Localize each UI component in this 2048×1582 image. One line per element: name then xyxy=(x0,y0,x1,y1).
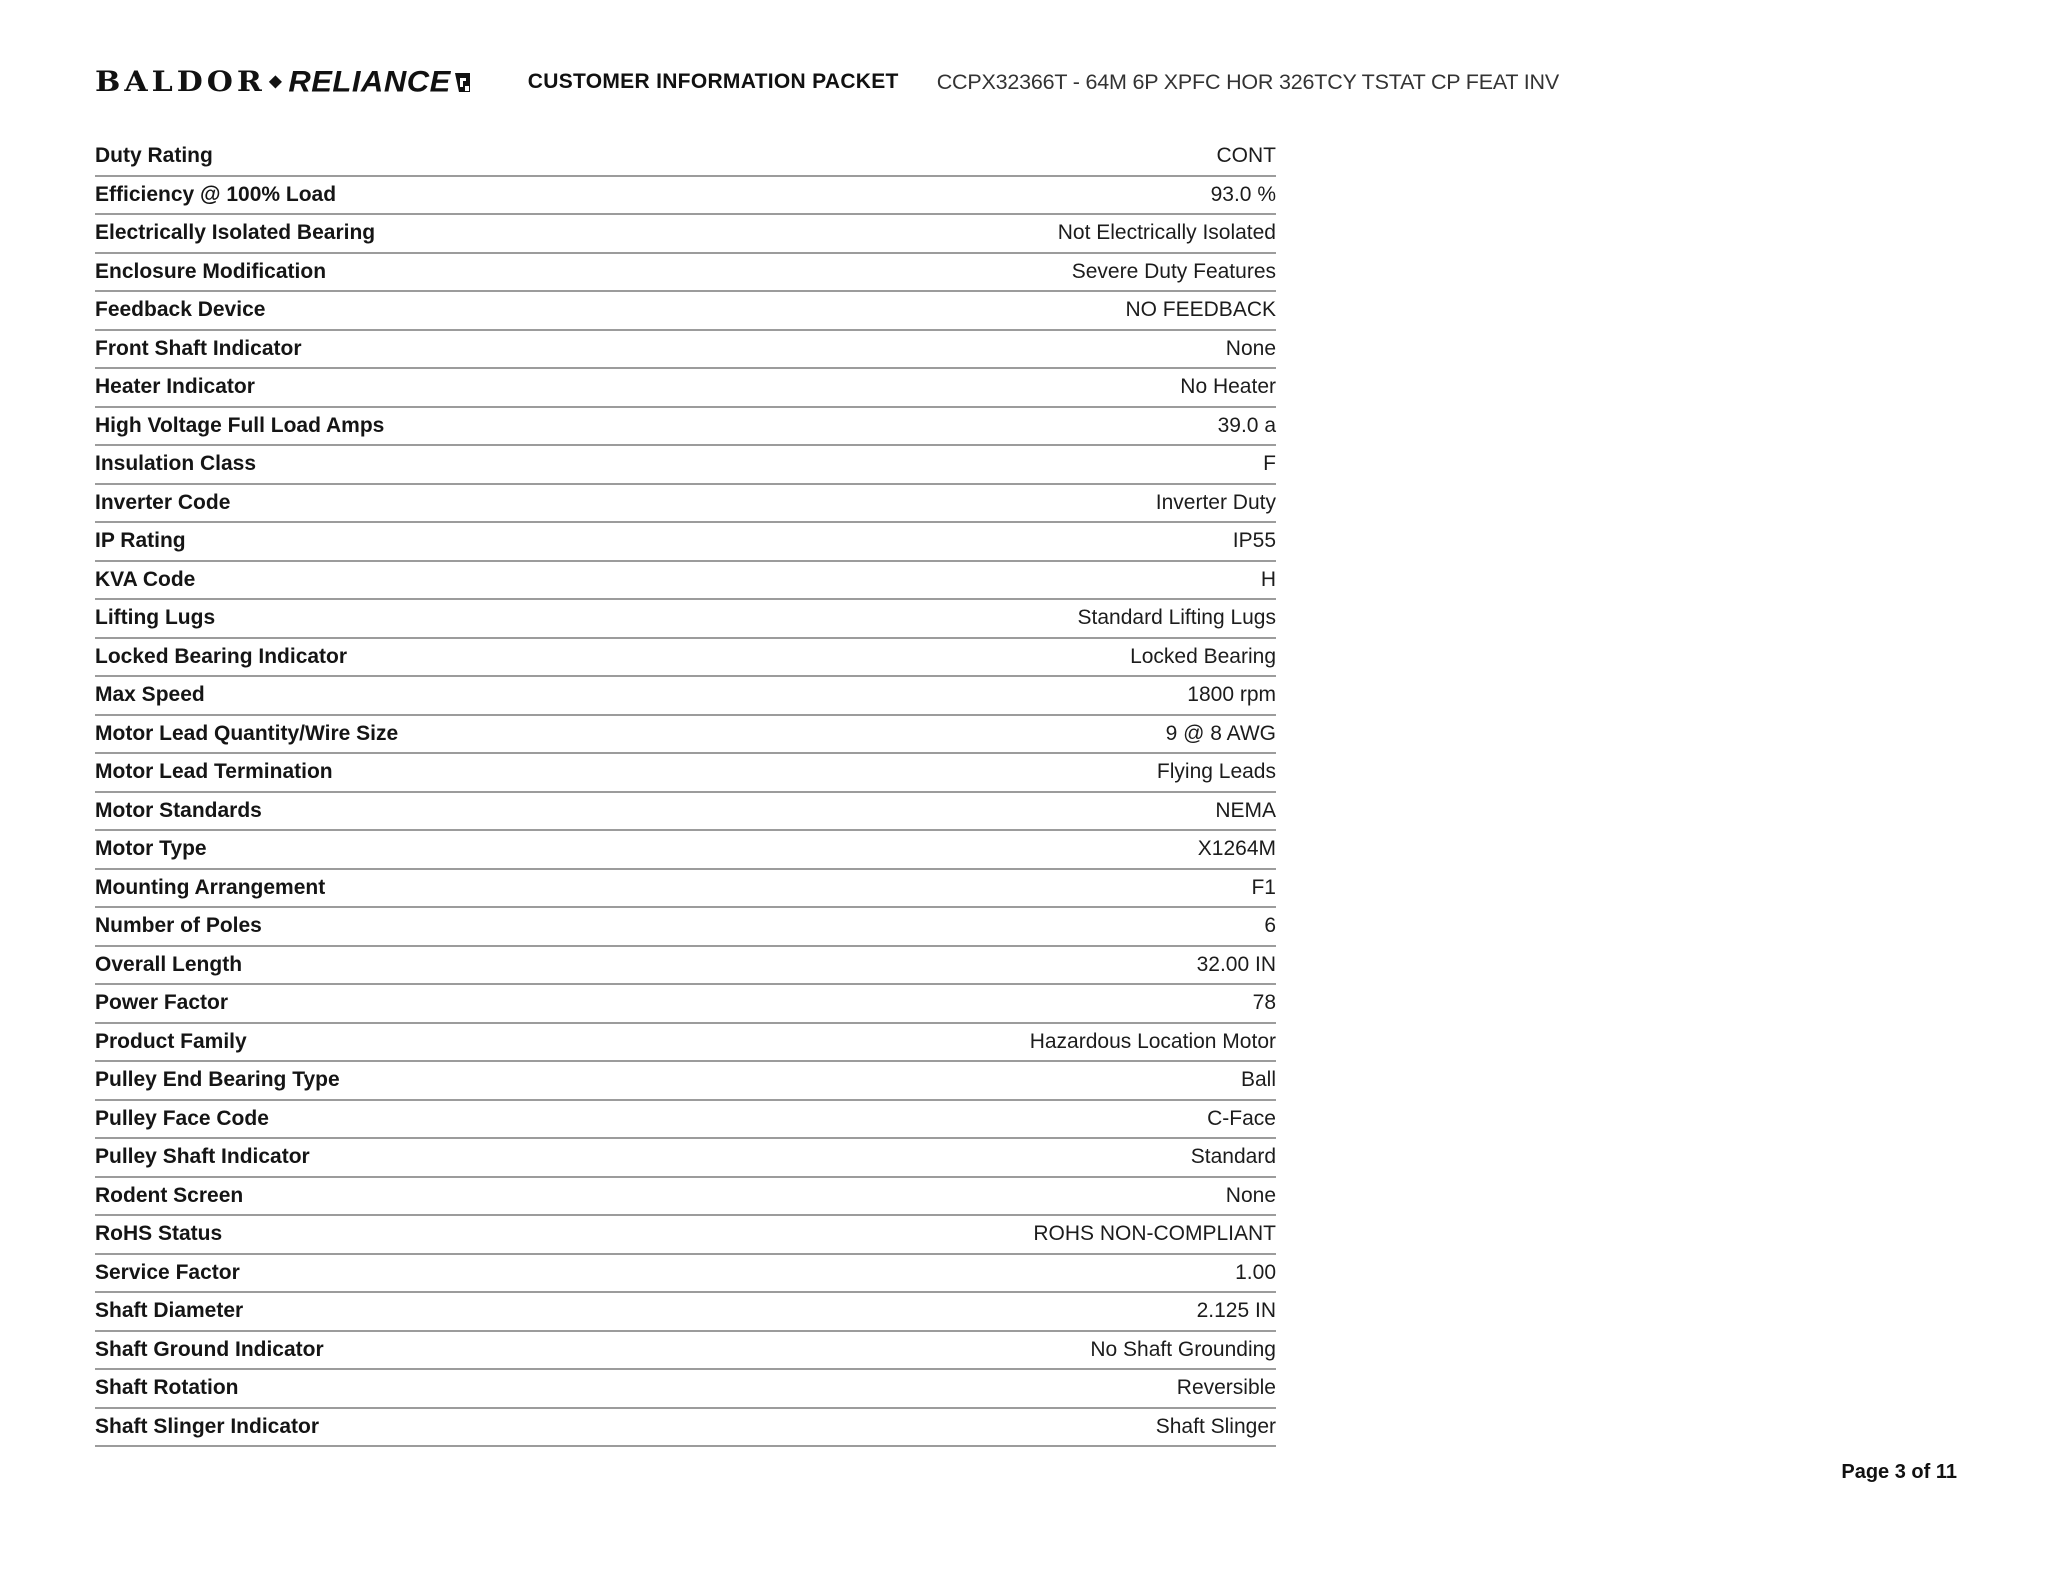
spec-label: Service Factor xyxy=(95,1260,240,1284)
spec-value: Flying Leads xyxy=(1156,760,1276,784)
table-row xyxy=(95,870,1276,909)
spec-value: Inverter Duty xyxy=(1155,490,1276,514)
spec-label: Motor Standards xyxy=(95,798,262,822)
table-row xyxy=(95,716,1276,755)
spec-value: No Heater xyxy=(1180,375,1276,399)
table-row xyxy=(95,446,1276,485)
product-code: CCPX32366T - 64M 6P XPFC HOR 326TCY TSTAT CP FEAT INV xyxy=(936,69,1559,94)
table-row xyxy=(95,1178,1276,1217)
table-row xyxy=(95,1370,1276,1409)
spec-label: Pulley Shaft Indicator xyxy=(95,1145,310,1169)
table-row xyxy=(95,1216,1276,1255)
table-row xyxy=(95,1024,1276,1063)
table-row xyxy=(95,754,1276,793)
spec-label: Inverter Code xyxy=(95,490,231,514)
spec-value: F xyxy=(1263,452,1276,476)
spec-label: Overall Length xyxy=(95,952,243,976)
spec-label: Shaft Rotation xyxy=(95,1376,239,1400)
table-row xyxy=(95,1062,1276,1101)
table-row xyxy=(95,254,1276,293)
spec-value: Hazardous Location Motor xyxy=(1029,1029,1276,1053)
table-row xyxy=(95,1101,1276,1140)
spec-value: CONT xyxy=(1216,144,1276,168)
spec-label: Efficiency @ 100% Load xyxy=(95,182,337,206)
spec-label: Rodent Screen xyxy=(95,1183,244,1207)
page-header xyxy=(95,62,1958,102)
spec-value: NO FEEDBACK xyxy=(1125,298,1276,322)
spec-value: C-Face xyxy=(1207,1106,1276,1130)
spec-value: None xyxy=(1225,1183,1276,1207)
spec-label: Motor Lead Quantity/Wire Size xyxy=(95,721,399,745)
spec-label: Locked Bearing Indicator xyxy=(95,644,348,668)
spec-value: H xyxy=(1260,567,1276,591)
table-row xyxy=(95,1293,1276,1332)
baldor-logo-text: BALDOR xyxy=(95,65,266,99)
table-row xyxy=(95,1409,1276,1448)
spec-label: Motor Lead Termination xyxy=(95,760,333,784)
spec-label: Product Family xyxy=(95,1029,247,1053)
table-row xyxy=(95,215,1276,254)
spec-value: 9 @ 8 AWG xyxy=(1165,721,1276,745)
spec-value: F1 xyxy=(1251,875,1276,899)
spec-label: Electrically Isolated Bearing xyxy=(95,221,376,245)
baldor-reliance-logo xyxy=(95,64,470,100)
spec-label: Motor Type xyxy=(95,837,207,861)
spec-value: 32.00 IN xyxy=(1196,952,1276,976)
spec-label: Front Shaft Indicator xyxy=(95,336,302,360)
spec-value: Standard xyxy=(1190,1145,1276,1169)
table-row xyxy=(95,292,1276,331)
table-row xyxy=(95,831,1276,870)
logo-dot-separator-icon: ■ xyxy=(263,69,288,94)
spec-value: Standard Lifting Lugs xyxy=(1077,606,1276,630)
table-row xyxy=(95,639,1276,678)
table-row xyxy=(95,1139,1276,1178)
spec-value: 39.0 a xyxy=(1217,413,1276,437)
table-row xyxy=(95,408,1276,447)
page-title: CUSTOMER INFORMATION PACKET xyxy=(527,70,899,93)
spec-value: 6 xyxy=(1264,914,1276,938)
spec-label: High Voltage Full Load Amps xyxy=(95,413,385,437)
spec-label: Pulley Face Code xyxy=(95,1106,269,1130)
spec-value: 2.125 IN xyxy=(1196,1299,1276,1323)
spec-value: 1800 rpm xyxy=(1187,683,1276,707)
table-row xyxy=(95,562,1276,601)
spec-label: Enclosure Modification xyxy=(95,259,327,283)
table-row xyxy=(95,485,1276,524)
spec-label: Feedback Device xyxy=(95,298,266,322)
spec-value: No Shaft Grounding xyxy=(1090,1337,1276,1361)
spec-label: Number of Poles xyxy=(95,914,262,938)
reliance-trademark-icon xyxy=(454,73,470,97)
table-row xyxy=(95,523,1276,562)
spec-value: Locked Bearing xyxy=(1130,644,1276,668)
spec-label: Mounting Arrangement xyxy=(95,875,326,899)
table-row xyxy=(95,177,1276,216)
table-row xyxy=(95,369,1276,408)
spec-value: Not Electrically Isolated xyxy=(1057,221,1276,245)
spec-label: Max Speed xyxy=(95,683,205,707)
spec-table xyxy=(95,138,1276,1447)
table-row xyxy=(95,600,1276,639)
spec-value: None xyxy=(1225,336,1276,360)
spec-label: Pulley End Bearing Type xyxy=(95,1068,340,1092)
table-row xyxy=(95,138,1276,177)
spec-value: X1264M xyxy=(1197,837,1276,861)
table-row xyxy=(95,908,1276,947)
table-row xyxy=(95,1255,1276,1294)
spec-value: 78 xyxy=(1252,991,1276,1015)
spec-value: 1.00 xyxy=(1235,1260,1276,1284)
spec-value: ROHS NON-COMPLIANT xyxy=(1033,1222,1276,1246)
spec-label: Duty Rating xyxy=(95,144,213,168)
spec-label: Shaft Ground Indicator xyxy=(95,1337,324,1361)
spec-label: Heater Indicator xyxy=(95,375,255,399)
spec-label: Power Factor xyxy=(95,991,229,1015)
table-row xyxy=(95,793,1276,832)
spec-value: Shaft Slinger xyxy=(1155,1414,1276,1438)
spec-value: IP55 xyxy=(1232,529,1276,553)
table-row xyxy=(95,985,1276,1024)
spec-value: NEMA xyxy=(1215,798,1276,822)
spec-label: IP Rating xyxy=(95,529,186,553)
spec-value: Reversible xyxy=(1176,1376,1276,1400)
spec-label: Insulation Class xyxy=(95,452,257,476)
spec-label: KVA Code xyxy=(95,567,196,591)
spec-label: Lifting Lugs xyxy=(95,606,216,630)
spec-label: Shaft Slinger Indicator xyxy=(95,1414,320,1438)
spec-label: Shaft Diameter xyxy=(95,1299,244,1323)
table-row xyxy=(95,947,1276,986)
spec-value: 93.0 % xyxy=(1210,182,1276,206)
spec-label: RoHS Status xyxy=(95,1222,223,1246)
spec-value: Severe Duty Features xyxy=(1071,259,1276,283)
table-row xyxy=(95,331,1276,370)
table-row xyxy=(95,677,1276,716)
spec-value: Ball xyxy=(1240,1068,1276,1092)
table-row xyxy=(95,1332,1276,1371)
page-number: Page 3 of 11 xyxy=(1841,1461,1957,1483)
reliance-logo-text: RELIANCE xyxy=(288,64,451,99)
